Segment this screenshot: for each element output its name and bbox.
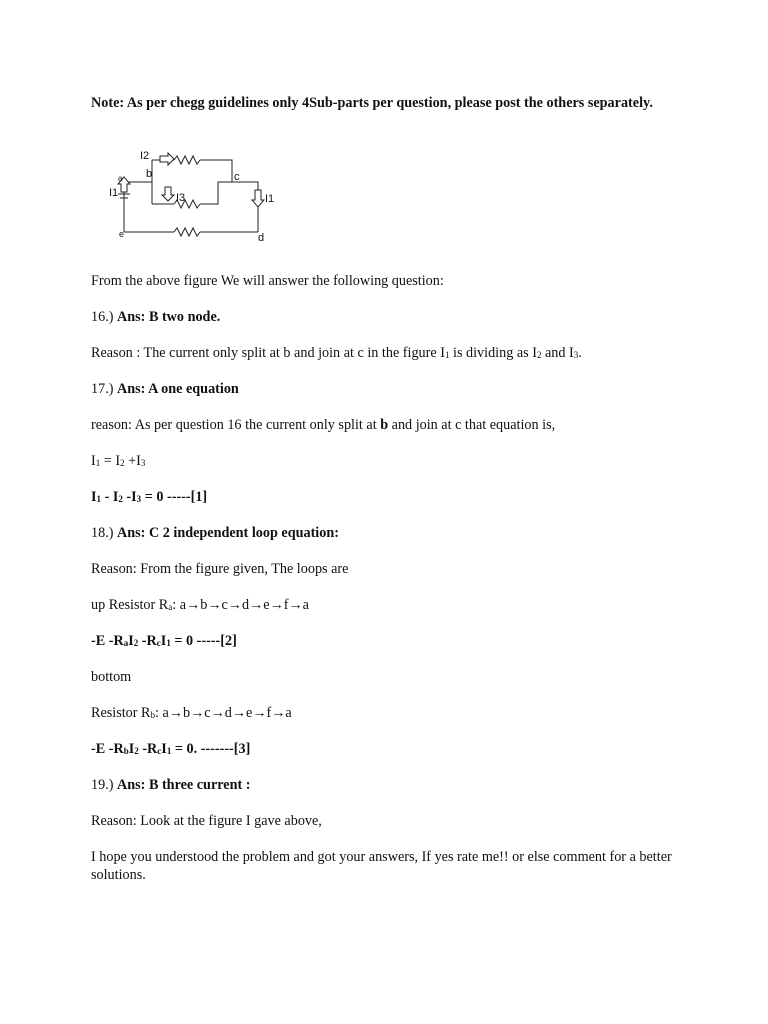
equation-2: -E $-R_aI_2$ $-R_cI_1 = 0$ -----[2]: [91, 633, 237, 649]
q17-reason: reason: As per question 16 the current only split at b and join at c that equation is,: [91, 417, 556, 433]
bottom-label: bottom: [91, 669, 132, 685]
wire-top: [152, 160, 174, 182]
loop-up: up Resistor $R_a$: a→b→c→d→e→f→a: [91, 597, 309, 613]
arrow-i1-right: [252, 190, 264, 207]
q16-answer: 16.) Ans: B two node.: [91, 309, 221, 325]
equation-current-split: $I_1 = I_2 +I_3$: [91, 453, 146, 469]
equation-1: $I_1 - I_2$ $-I_3 = 0$ -----[1]: [91, 489, 208, 505]
intro-text: From the above figure We will answer the following question:: [91, 273, 444, 289]
q16-reason: Reason : The current only split at b and join at c in the figure $I_1$ is dividing as $I_2$ and $I_3$.: [91, 345, 582, 361]
label-b: b: [146, 168, 153, 180]
wire-top-right: [200, 160, 232, 182]
q19-reason: Reason: Look at the figure I gave above,: [91, 813, 322, 829]
label-d: d: [258, 232, 265, 244]
closing-text: I hope you understood the problem and got your answers, If yes rate me!! or else comment for a better solutions.: [91, 849, 676, 883]
label-e: e: [119, 229, 125, 239]
label-i2: I2: [140, 150, 150, 162]
arrow-i3: [162, 187, 174, 201]
circuit-diagram: [108, 144, 288, 244]
label-c: c: [234, 171, 240, 183]
resistor-bottom: [174, 228, 200, 236]
label-a: a: [118, 174, 123, 183]
wire-a-b: [124, 182, 152, 204]
loop-bottom: Resistor $R_b$: a→b→c→d→e→f→a: [91, 705, 292, 721]
label-i3: I3: [176, 192, 186, 204]
q19-answer: 19.) Ans: B three current :: [91, 777, 251, 793]
wire-mid-right: [200, 182, 258, 232]
label-i1-right: I1: [265, 193, 275, 205]
label-i1-left: I1: [109, 187, 119, 199]
q17-answer: 17.) Ans: A one equation: [91, 381, 239, 397]
arrow-i2: [160, 153, 174, 165]
q18-reason: Reason: From the figure given, The loops are: [91, 561, 349, 577]
resistor-top: [174, 156, 200, 164]
q18-answer: 18.) Ans: C 2 independent loop equation:: [91, 525, 339, 541]
equation-3: -E $-R_bI_2$ $-R_cI_1 = 0$. -------[3]: [91, 741, 251, 757]
note-text: Note: As per chegg guidelines only 4Sub-parts per question, please post the others separately.: [91, 95, 653, 111]
